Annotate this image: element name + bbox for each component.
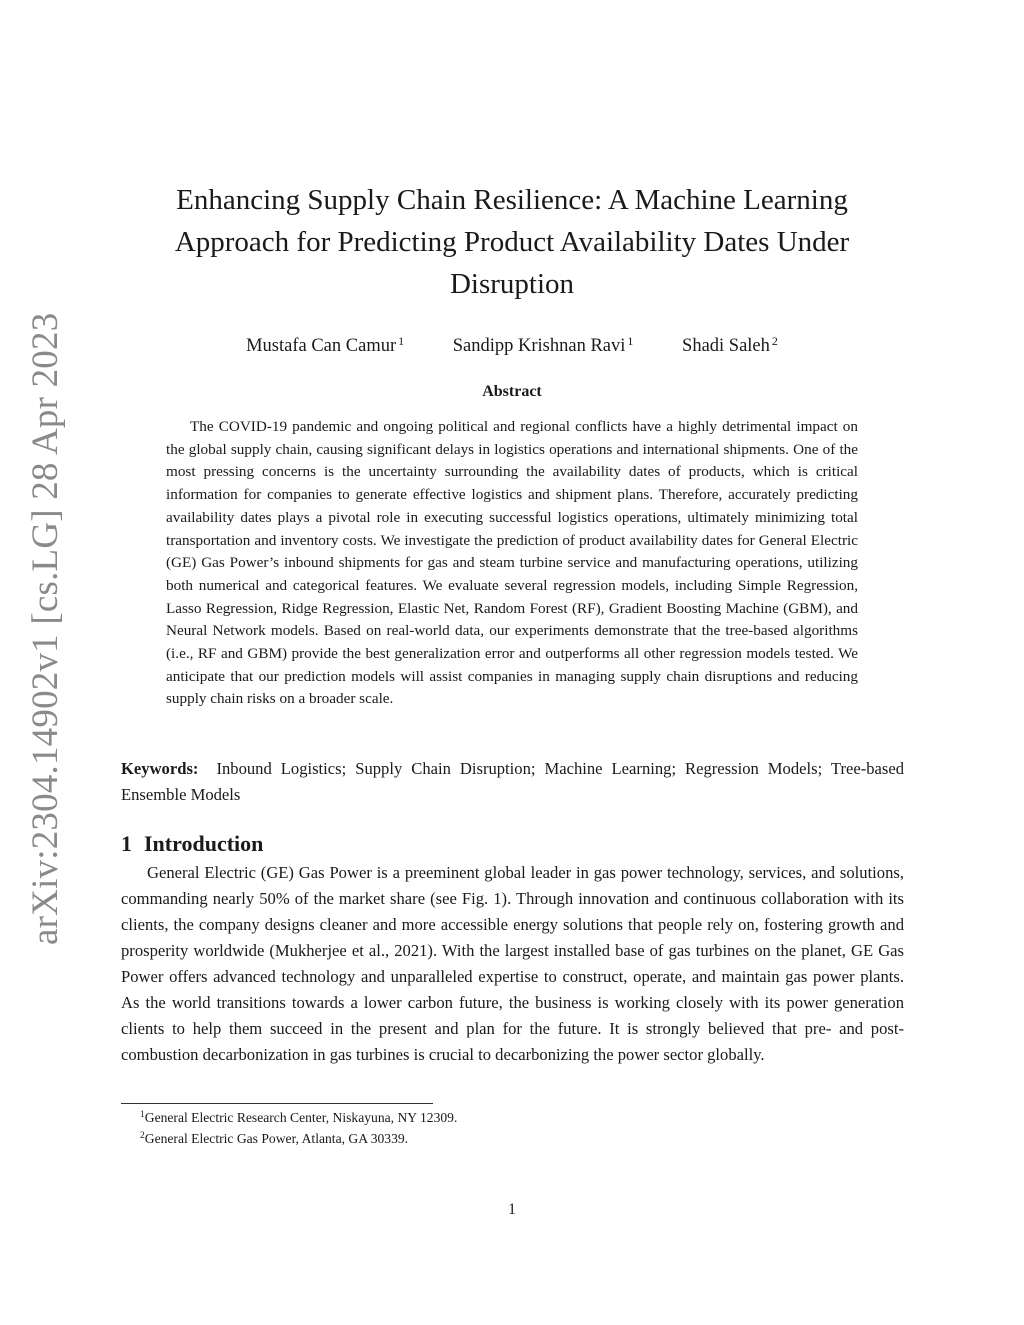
keywords-paragraph [121,756,904,808]
abstract-text: The COVID-19 pandemic and ongoing political and regional conflicts have a highly detrimental impact on the global supply chain, causing significant delays in logistics operations and international shipments. One of the most pressing concerns is the uncertainty surrounding the availability dates of products, which is critical information for companies to generate effective logistics and shipment plans. Therefore, accurately predicting availability dates plays a pivotal role in executing successful logistics operations, ultimately minimizing total transportation and inventory costs. We investigate the prediction of product availability dates for General Electric (GE) Gas Power’s inbound shipments for gas and steam turbine service and manufacturing operations, utilizing both numerical and categorical features. We evaluate several regression models, including Simple Regression, Lasso Regression, Ridge Regression, Elastic Net, Random Forest (RF), Gradient Boosting Machine (GBM), and Neural Network models. Based on real-world data, our experiments demonstrate that the tree-based algorithms (i.e., RF and GBM) provide the best generalization error and outperforms all other regression models tested. We anticipate that our prediction models will assist companies in managing supply chain disruptions and reducing supply chain risks on a broader scale. [166,418,858,708]
footnote [140,1106,457,1127]
section-title: Introduction [144,831,264,856]
author-affiliation-mark: 1 [398,334,405,348]
footnote-text: General Electric Gas Power, Atlanta, GA 30339. [144,1131,409,1146]
page-number: 1 [508,1201,516,1218]
author-affiliation-mark: 1 [627,334,634,348]
section-heading-introduction [121,831,263,857]
author-name: Sandipp Krishnan Ravi [452,336,626,356]
arxiv-identifier-stamp: arXiv:2304.14902v1 [cs.LG] 28 Apr 2023 [25,312,66,945]
author [453,329,634,358]
keywords-text: Inbound Logistics; Supply Chain Disruption; Machine Learning; Regression Models; Tree-based Ensemble Models [121,759,905,804]
author-name: Shadi Saleh [682,336,770,356]
author-affiliation-mark: 2 [771,334,778,348]
author-name: Mustafa Can Camur [246,336,397,356]
introduction-paragraph: General Electric (GE) Gas Power is a preeminent global leader in gas power technology, services, and solutions, commanding nearly 50% of the market share (see Fig. 1). Through innovation and continuous collaboration with its clients, the company designs cleaner and more accessible energy solutions that people rely on, fostering growth and prosperity worldwide (Mukherjee et al., 2021). With the largest installed base of gas turbines on the planet, GE Gas Power offers advanced technology and unparalleled expertise to construct, operate, and maintain gas power plants. As the world transitions towards a lower carbon future, the business is working closely with its power generation clients to help them succeed in the present and plan for the future. It is strongly believed that pre- and post-combustion decarbonization in gas turbines is crucial to decarbonizing the power sector globally. [121,863,904,1064]
paper-title: Enhancing Supply Chain Resilience: A Machine Learning Approach for Predicting Product Availability Dates Under Disruption [174,184,850,300]
abstract-heading: Abstract [482,383,542,400]
author [246,329,404,358]
footnote [140,1127,457,1148]
author-list [120,329,904,358]
section-number: 1 [121,831,132,856]
footnote-text: General Electric Research Center, Niskayuna, NY 12309. [144,1110,458,1125]
keywords-label: Keywords: [121,759,199,778]
footnote-mark: 1 [140,1110,145,1120]
footnote-mark: 2 [140,1131,145,1141]
footnote-divider [121,1103,433,1104]
author [682,329,778,358]
footnotes [140,1106,457,1148]
